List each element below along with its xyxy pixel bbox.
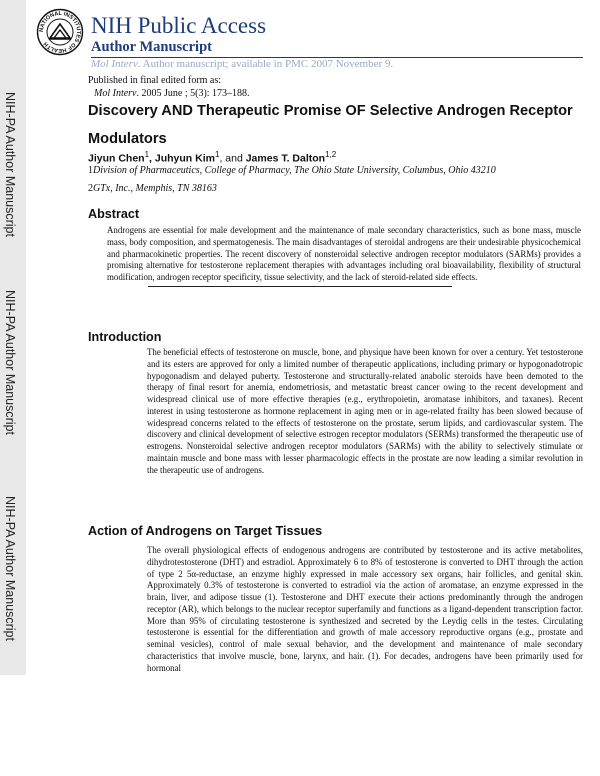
author-manuscript-label: Author Manuscript	[91, 39, 212, 55]
action-heading: Action of Androgens on Target Tissues	[88, 524, 323, 538]
author-affil-mark: 1	[144, 150, 150, 159]
seal-text: NATIONAL INSTITUTES OF HEALTH	[38, 10, 82, 54]
introduction-heading: Introduction	[88, 330, 162, 344]
author-list: Jiyun Chen$^1$, Juhyun Kim$^1$, and James T. Dalton$^{1,2}$	[88, 150, 337, 165]
citation: Mol Interv. 2005 June ; 5(3): 173–188.	[94, 88, 250, 99]
introduction-text: The beneficial effects of testosterone on muscle, bone, and physique have been known for over a century. Yet testosterone and its esters are approved for only a limited number of therapeutic applications, including primary or hypogonadotropic hypogonadism and delayed puberty. Testosterone and structurally-related anabolic steroids have been demoted to the therapy of final resort for anemia, endometriosis, and metastatic breast cancer owing to the recent development and widespread clinical use of more effective therapies (e.g., erythropoietin, aromatase inhibitors, and taxanes). Recent interest in using testosterone as hormone replacement in aging men or in age-related frailty has been slowed because of widespread concerns related to the effects of testosterone on the prostate, serum lipids, and cardiovascular system. The discovery and clinical development of selective estrogen receptor modulators (SERMs) transformed the therapeutic use of estrogens. Nonsteroidal selective androgen receptor modulators (SARMs) with the ability to selectively stimulate or maintain muscle and bone mass with lesser pharmacologic effects in the prostate are now leading a similar revolution in the therapeutic use of androgens.	[147, 347, 583, 475]
manuscript-sidebar	[0, 0, 26, 675]
availability-note: Mol Interv. Author manuscript; available in PMC 2007 November 9.	[91, 58, 394, 70]
abstract-heading: Abstract	[88, 207, 140, 221]
sidebar-label: NIH-PA Author Manuscript	[3, 496, 17, 641]
article-title: Discovery AND Therapeutic Promise OF Selective Androgen Receptor Modulators	[88, 103, 573, 147]
author-affil-mark: 1	[214, 150, 220, 159]
published-line: Published in final edited form as:	[88, 75, 222, 86]
affiliation: 2GTx, Inc., Memphis, TN 38163	[88, 183, 217, 194]
author-name: Jiyun Chen	[88, 152, 145, 165]
abstract-text: Androgens are essential for male development and the maintenance of male secondary characteristics, such as bone mass, muscle mass, body composition, and spermatogenesis. The main disadvantages of steroidal androgens are their undesirable physicochemical and pharmacokinetic properties. The recent discovery of nonsteroidal selective androgen receptor modulators (SARMs) provides a promising alternative for testosterone replacement therapies with advantages including oral bioavailability, flexibility of structural modification, androgen receptor specificity, tissue selectivity, and the lack of steroid-related side effects.	[107, 225, 581, 282]
author-affil-mark: 1,2	[325, 150, 337, 159]
sidebar-label: NIH-PA Author Manuscript	[3, 290, 17, 435]
affiliation: 1Division of Pharmaceutics, College of Pharmacy, The Ohio State University, Columbus, Ohio 43210	[88, 165, 496, 176]
action-text: The overall physiological effects of endogenous androgens are contributed by testosterone and its active metabolites, dihydrotestosterone (DHT) and estradiol. Approximately 6 to 8% of testosterone is converted to DHT through the action of type 2 5α-reductase, an enzyme highly expressed in male accessory sex organs, hair follicles, and genital skin. Approximately 0.3% of testosterone is converted to estradiol via the action of aromatase, an enzyme expressed in the brain, liver, and adipose tissue (1). Testosterone and DHT execute their actions predominantly through the androgen receptor (AR), which belongs to the nuclear receptor superfamily and functions as a ligand-dependent transcription factor. More than 95% of circulating testosterone is synthesized and secreted by the Leydig cells in the testes. Circulating testosterone is essential for the differentiation and growth of male accessory reproductive organs (e.g., prostate and seminal vesicles), control of male sexual behavior, and the development and maintenance of male secondary characteristics that involve muscle, bone, larynx, and hair. (1). For decades, androgens have been primarily used for hormonal	[147, 545, 583, 673]
nih-public-access-title: NIH Public Access	[91, 13, 267, 38]
author-name: James T. Dalton	[245, 152, 326, 165]
nih-seal-logo	[36, 8, 84, 56]
section-divider	[148, 286, 452, 287]
author-name: Juhyun Kim	[154, 152, 215, 165]
sidebar-label: NIH-PA Author Manuscript	[3, 92, 17, 237]
